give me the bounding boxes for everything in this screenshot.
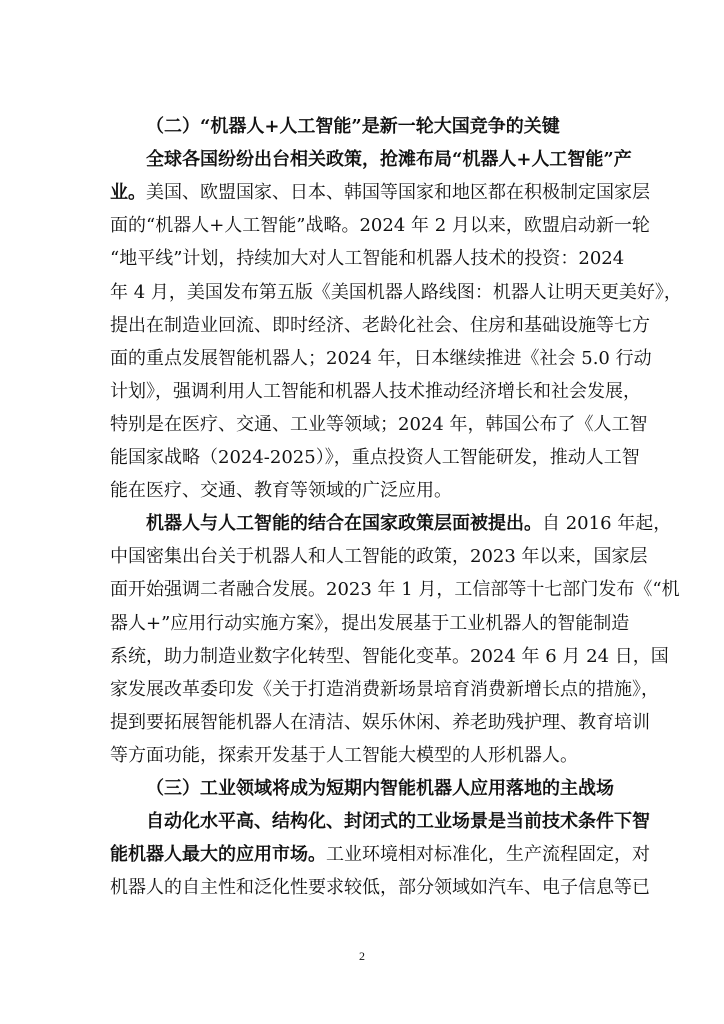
body-text: 面的“机器人+人工智能”战略。2024 年 2 月以来，欧盟启动新一轮: [110, 215, 650, 237]
body-text: 机器人的自主性和泛化性要求较低，部分领域如汽车、电子信息等已: [110, 877, 650, 899]
text-line: [110, 578, 680, 602]
body-text: 工业环境相对标准化，生产流程固定，对: [326, 844, 650, 866]
text-line: [110, 380, 641, 404]
bold-lead-text: 自动化水平高、结构化、封闭式的工业场景是当前技术条件下智: [146, 811, 650, 833]
text-line: [110, 247, 625, 271]
body-text: 自 2016 年起，: [542, 513, 672, 535]
body-text: 美国、欧盟国家、日本、韩国等国家和地区都在积极制定国家层: [146, 182, 650, 204]
bold-lead-text: 全球各国纷纷出台相关政策，抢滩布局“机器人+人工智能”产: [146, 149, 632, 171]
text-line: [110, 843, 650, 867]
body-text: 提出在制造业回流、即时经济、老龄化社会、住房和基础设施等七方: [110, 314, 650, 336]
body-text: 器人+”应用行动实施方案》，提出发展基于工业机器人的智能制造: [110, 612, 630, 634]
body-text: 面开始强调二者融合发展。2023 年 1 月，工信部等十七部门发布《“机: [110, 579, 680, 601]
body-text: 系统，助力制造业数字化转型、智能化变革。2024 年 6 月 24 日，国: [110, 645, 669, 667]
body-text: 家发展改革委印发《关于打造消费新场景培育消费新增长点的措施》，: [110, 678, 659, 700]
body-text: 提到要拓展智能机器人在清洁、娱乐休闲、养老助残护理、教育培训: [110, 711, 650, 733]
text-line: [110, 281, 682, 305]
text-line: [110, 678, 659, 702]
text-line: [110, 314, 650, 338]
page-number: 2: [359, 949, 365, 963]
body-text: 特别是在医疗、交通、工业等领域；2024 年，韩国公布了《人工智: [110, 413, 648, 435]
body-text: 能在医疗、交通、教育等领域的广泛应用。: [110, 480, 452, 502]
bold-lead-text: （二）“机器人+人工智能”是新一轮大国竞争的关键: [146, 116, 560, 137]
text-line: [110, 413, 648, 437]
text-line: [110, 347, 652, 371]
body-text: 年 4 月，美国发布第五版《美国机器人路线图：机器人让明天更美好》，: [110, 281, 682, 303]
body-text: 等方面功能，探索开发基于人工智能大模型的人形机器人。: [110, 744, 578, 766]
section-heading: [146, 115, 614, 139]
text-line: [110, 711, 650, 735]
text-line: [110, 645, 669, 669]
bold-lead-text: 业。: [110, 182, 146, 204]
bold-lead-text: （三）工业领域将成为短期内智能机器人应用落地的主战场: [146, 778, 614, 799]
text-line: [146, 148, 632, 172]
body-text: “地平线”计划，持续加大对人工智能和机器人技术的投资：2024: [110, 248, 625, 270]
text-line: [110, 876, 650, 900]
text-line: [146, 810, 650, 834]
bold-lead-text: 机器人与人工智能的结合在国家政策层面被提出。: [146, 513, 542, 535]
text-line: [110, 479, 614, 503]
body-text: 能国家战略（2024-2025）》，重点投资人工智能研发，推动人工智: [110, 447, 640, 468]
bold-lead-text: 能机器人最大的应用市场。: [110, 844, 326, 866]
body-text: 面的重点发展智能机器人；2024 年，日本继续推进《社会 5.0 行动: [110, 347, 652, 369]
text-line: [110, 545, 648, 569]
text-line: [110, 612, 630, 636]
text-line: [146, 512, 672, 536]
text-line: [110, 446, 640, 470]
body-text: 中国密集出台关于机器人和人工智能的政策，2023 年以来，国家层: [110, 546, 648, 568]
section-heading: [146, 777, 614, 801]
text-line: [110, 181, 650, 205]
text-line: [110, 744, 614, 768]
body-text: 计划》，强调利用人工智能和机器人技术推动经济增长和社会发展，: [110, 380, 641, 402]
text-line: [110, 214, 650, 238]
